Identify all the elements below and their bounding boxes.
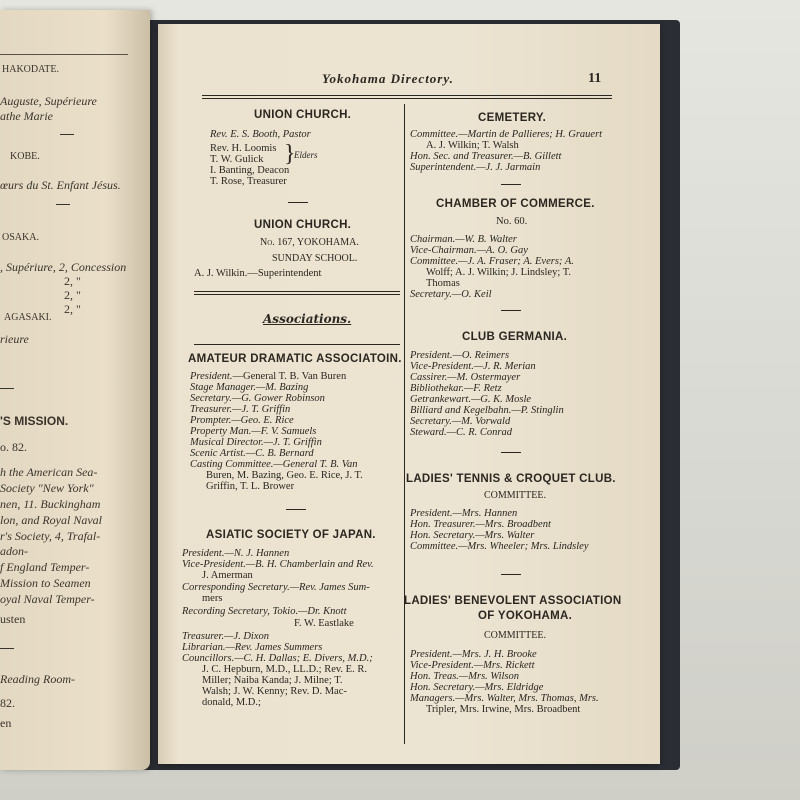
left-divider xyxy=(56,204,70,205)
union-church-elder: Rev. H. Loomis xyxy=(210,143,277,154)
asiatic-line: President.—N. J. Hannen xyxy=(182,548,290,559)
left-line: usten xyxy=(0,612,26,626)
left-line: en xyxy=(0,716,12,730)
chamber-address: No. 60. xyxy=(496,216,528,227)
section-divider xyxy=(501,310,521,311)
asiatic-line: Recording Secretary, Tokio.—Dr. Knott xyxy=(182,606,347,617)
chamber-line: Chairman.—W. B. Walter xyxy=(410,234,517,245)
germania-line: Vice-President.—J. R. Merian xyxy=(410,361,536,372)
tennis-line: President.—Mrs. Hannen xyxy=(410,508,518,519)
cemetery-heading: CEMETERY. xyxy=(478,112,547,124)
union-church-heading: UNION CHURCH. xyxy=(254,109,352,121)
left-line: adon- xyxy=(0,544,28,558)
germania-line: Cassirer.—M. Ostermayer xyxy=(410,372,521,383)
amateur-dramatic-heading: AMATEUR DRAMATIC ASSOCIATOIN. xyxy=(188,353,402,365)
ladies-tennis-heading: LADIES' TENNIS & CROQUET CLUB. xyxy=(406,473,616,485)
cemetery-line: Committee.—Martin de Pallieres; H. Grauert xyxy=(410,129,603,140)
amateur-line: Property Man.—F. V. Samuels xyxy=(190,426,317,437)
left-heading-hakodate: HAKODATE. xyxy=(2,64,59,75)
left-line: œurs du St. Enfant Jésus. xyxy=(0,178,121,192)
asiatic-line: donald, M.D.; xyxy=(202,697,261,708)
left-line: 2, " xyxy=(64,302,81,316)
chamber-line: Wolff; A. J. Wilkin; J. Lindsley; T. xyxy=(426,267,571,278)
amateur-line: Buren, M. Bazing, Geo. E. Rice, J. T. xyxy=(206,470,363,481)
tennis-committee-label: COMMITTEE. xyxy=(484,490,546,501)
section-divider xyxy=(501,184,521,185)
left-line: 2, " xyxy=(64,288,81,302)
left-divider xyxy=(0,648,14,649)
germania-line: Bibliothekar.—F. Retz xyxy=(410,383,502,394)
left-line: rieure xyxy=(0,332,29,346)
benevolent-line: Hon. Secretary.—Mrs. Eldridge xyxy=(410,682,544,693)
amateur-line: President.—General T. B. Van Buren xyxy=(190,371,347,382)
associations-rule xyxy=(194,344,400,345)
elders-label: Elders xyxy=(294,150,318,160)
cemetery-line: A. J. Wilkin; T. Walsh xyxy=(426,140,519,151)
union-church-treasurer: T. Rose, Treasurer xyxy=(210,176,287,187)
asiatic-line: Councillors.—C. H. Dallas; E. Divers, M.D.; xyxy=(182,653,373,664)
left-line: o. 82. xyxy=(0,440,27,454)
amateur-line: Scenic Artist.—C. B. Bernard xyxy=(190,448,314,459)
header-rule xyxy=(202,95,612,99)
left-line: Auguste, Supérieure xyxy=(0,94,97,108)
tennis-line: Hon. Secretary.—Mrs. Walter xyxy=(410,530,535,541)
chamber-line: Thomas xyxy=(426,278,460,289)
union-church-2-superintendent: A. J. Wilkin.—Superintendent xyxy=(194,268,322,279)
germania-line: Steward.—C. R. Conrad xyxy=(410,427,512,438)
left-line: Mission to Seamen xyxy=(0,576,91,590)
benevolent-committee-label: COMMITTEE. xyxy=(484,630,546,641)
section-divider xyxy=(286,509,306,510)
asiatic-line: J. C. Hepburn, M.D., LL.D.; Rev. E. R. xyxy=(202,664,367,675)
union-church-2-address: No. 167, YOKOHAMA. xyxy=(260,237,359,248)
cemetery-line: Superintendent.—J. J. Jarmain xyxy=(410,162,541,173)
germania-line: Getrankewart.—G. K. Mosle xyxy=(410,394,532,405)
amateur-line: Griffin, T. L. Brower xyxy=(206,481,295,492)
asiatic-line: Walsh; J. W. Kenny; Rev. D. Mac- xyxy=(202,686,347,697)
left-divider xyxy=(0,388,14,389)
asiatic-line: J. Amerman xyxy=(202,570,253,581)
asiatic-line: mers xyxy=(202,593,223,604)
left-line: lon, and Royal Naval xyxy=(0,513,102,527)
column-divider xyxy=(404,104,405,744)
left-heading-kobe: KOBE. xyxy=(10,151,40,162)
brace-icon: } xyxy=(284,141,296,167)
cemetery-line: Hon. Sec. and Treasurer.—B. Gillett xyxy=(410,151,562,162)
left-line: f England Temper- xyxy=(0,560,90,574)
amateur-line: Stage Manager.—M. Bazing xyxy=(190,382,309,393)
asiatic-line: Corresponding Secretary.—Rev. James Sum- xyxy=(182,582,370,593)
benevolent-line: Hon. Treas.—Mrs. Wilson xyxy=(410,671,520,682)
left-line: , Supériure, 2, Concession xyxy=(0,260,127,274)
section-divider xyxy=(288,202,308,203)
amateur-line: Musical Director.—J. T. Griffin xyxy=(190,437,322,448)
right-page xyxy=(158,24,660,764)
asiatic-line: Vice-President.—B. H. Chamberlain and Rev. xyxy=(182,559,374,570)
page-number: 11 xyxy=(588,71,602,86)
amateur-line: Casting Committee.—General T. B. Van xyxy=(190,459,358,470)
germania-line: Secretary.—M. Vorwald xyxy=(410,416,511,427)
asiatic-line: Librarian.—Rev. James Summers xyxy=(182,642,323,653)
germania-line: Billiard and Kegelbahn.—P. Stinglin xyxy=(410,405,564,416)
amateur-line: Secretary.—G. Gower Robinson xyxy=(190,393,325,404)
left-heading-nagasaki: AGASAKI. xyxy=(4,312,52,323)
left-line: Society "New York" xyxy=(0,481,94,495)
asiatic-line: Miller; Naiba Kanda; J. Milne; T. xyxy=(202,675,343,686)
left-line: 2, " xyxy=(64,274,81,288)
chamber-of-commerce-heading: CHAMBER OF COMMERCE. xyxy=(436,198,595,210)
left-page-top-rule xyxy=(0,54,128,55)
benevolent-line: Managers.—Mrs. Walter, Mrs. Thomas, Mrs. xyxy=(410,693,599,704)
left-line: nen, 11. Buckingham xyxy=(0,497,101,511)
chamber-line: Committee.—J. A. Fraser; A. Evers; A. xyxy=(410,256,574,267)
chamber-line: Secretary.—O. Keil xyxy=(410,289,492,300)
union-church-deacon: I. Banting, Deacon xyxy=(210,165,290,176)
benevolent-line: Vice-President.—Mrs. Rickett xyxy=(410,660,535,671)
chamber-line: Vice-Chairman.—A. O. Gay xyxy=(410,245,528,256)
left-divider xyxy=(60,134,74,135)
left-line: oyal Naval Temper- xyxy=(0,592,95,606)
ladies-benevolent-heading-2: OF YOKOHAMA. xyxy=(478,610,573,622)
left-heading-osaka: OSAKA. xyxy=(2,232,39,243)
union-church-elder: T. W. Gulick xyxy=(210,154,264,165)
amateur-line: Treasurer.—J. T. Griffin xyxy=(190,404,291,415)
left-line: 82. xyxy=(0,696,15,710)
tennis-line: Hon. Treasurer.—Mrs. Broadbent xyxy=(410,519,551,530)
club-germania-heading: CLUB GERMANIA. xyxy=(462,331,568,343)
associations-heading: Associations. xyxy=(263,312,352,326)
left-page xyxy=(0,10,150,770)
ladies-benevolent-heading: LADIES' BENEVOLENT ASSOCIATION xyxy=(404,595,622,607)
asiatic-line: F. W. Eastlake xyxy=(294,618,354,629)
amateur-line: Prompter.—Geo. E. Rice xyxy=(190,415,294,426)
left-line: r's Society, 4, Trafal- xyxy=(0,529,101,543)
union-church-2-sub: SUNDAY SCHOOL. xyxy=(272,253,358,264)
tennis-line: Committee.—Mrs. Wheeler; Mrs. Lindsley xyxy=(410,541,589,552)
left-line: athe Marie xyxy=(0,109,53,123)
asiatic-line: Treasurer.—J. Dixon xyxy=(182,631,270,642)
left-heading-mission: 'S MISSION. xyxy=(0,414,69,428)
section-divider xyxy=(501,574,521,575)
left-line: Reading Room- xyxy=(0,672,75,686)
germania-line: President.—O. Reimers xyxy=(410,350,510,361)
left-line: h the American Sea- xyxy=(0,465,98,479)
section-divider xyxy=(501,452,521,453)
asiatic-society-heading: ASIATIC SOCIETY OF JAPAN. xyxy=(206,529,376,541)
union-church-pastor: Rev. E. S. Booth, Pastor xyxy=(210,129,311,140)
benevolent-line: President.—Mrs. J. H. Brooke xyxy=(410,649,537,660)
section-double-rule xyxy=(194,291,400,295)
running-head: Yokohama Directory. xyxy=(322,71,454,86)
benevolent-line: Tripler, Mrs. Irwine, Mrs. Broadbent xyxy=(426,704,581,715)
union-church-2-heading: UNION CHURCH. xyxy=(254,219,352,231)
